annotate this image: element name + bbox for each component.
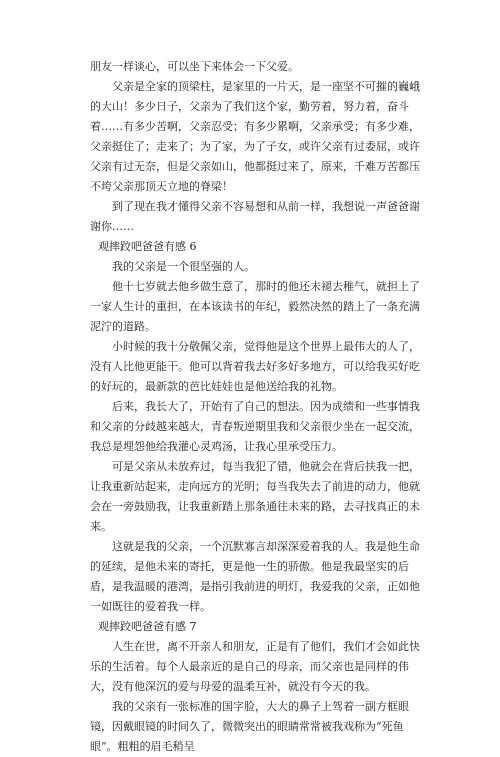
paragraph: 人生在世，离不开亲人和朋友，正是有了他们，我们才会如此快乐的生活着。每个人最亲近的是自己的母亲，而父亲也是同样的伟大，没有他深沉的爱与母爱的温柔互补，就没有今天的我。 xyxy=(90,640,420,693)
paragraph: 小时候的我十分敬佩父亲，觉得他是这个世界上最伟大的人了，没有人比他更能干。他可以背着我去好多好多地方，可以给我买好吃的好玩的，最新款的芭比娃娃也是他送给我的礼物。 xyxy=(90,340,420,393)
paragraph: 这就是我的父亲，一个沉默寡言却深深爱着我的人。我是他生命的延续，是他未来的寄托，更是他一生的骄傲。他是我最坚实的后盾，是我温暖的港湾，是指引我前进的明灯，我爱我的父亲，正如他一如既往的爱着我一样。 xyxy=(90,540,420,613)
paragraph: 朋友一样谈心，可以坐下来体会一下父爱。 xyxy=(90,60,299,73)
paragraph: 我的父亲是一个很坚强的人。 xyxy=(112,260,255,273)
paragraph: 到了现在我才懂得父亲不容易想和从前一样，我想说一声爸爸谢谢你…… xyxy=(90,200,420,233)
paragraph: 他十七岁就去他乡做生意了，那时的他还未褪去稚气，就担上了一家人生计的重担，在本该读书的年纪，毅然决然的踏上了一条充满泥泞的道路。 xyxy=(90,280,420,333)
section-heading: 观摔跤吧爸爸有感 6 xyxy=(98,240,197,253)
paragraph: 我的父亲有一张标准的国字脸，大大的鼻子上驾着一副方框眼镜，因戴眼镜的时间久了，微微突出的眼睛常常被我戏称为“死鱼眼”。粗粗的眉毛稍呈 xyxy=(90,700,409,753)
paragraph: 后来，我长大了，开始有了自己的想法。因为成绩和一些事情我和父亲的分歧越来越大，青春叛逆期里我和父亲很少坐在一起交流，我总是埋怨他给我灌心灵鸡汤，让我心里承受压力。 xyxy=(90,400,420,453)
paragraph: 父亲是全家的顶梁柱，是家里的一片天，是一座坚不可摧的巍峨的大山！多少日子，父亲为了我们这个家，勤劳着，努力着，奋斗着……有多少苦啊，父亲忍受；有多少累啊，父亲承受；有多少难，父亲挺住了；走来了；为了家，为了子女，或许父亲有过委屈，或许父亲有过无奈，但是父亲如山，他都挺过来了，原来，千难万苦都压不垮父亲那顶天立地的脊梁！ xyxy=(90,80,420,193)
paragraph: 可是父亲从未放弃过，每当我犯了错，他就会在背后扶我一把，让我重新站起来，走向远方的光明；每当我失去了前进的动力，他就会在一旁鼓励我，让我重新踏上那条通往未来的路，去寻找真正的未来。 xyxy=(90,460,420,533)
section-heading: 观摔跤吧爸爸有感 7 xyxy=(98,620,197,633)
